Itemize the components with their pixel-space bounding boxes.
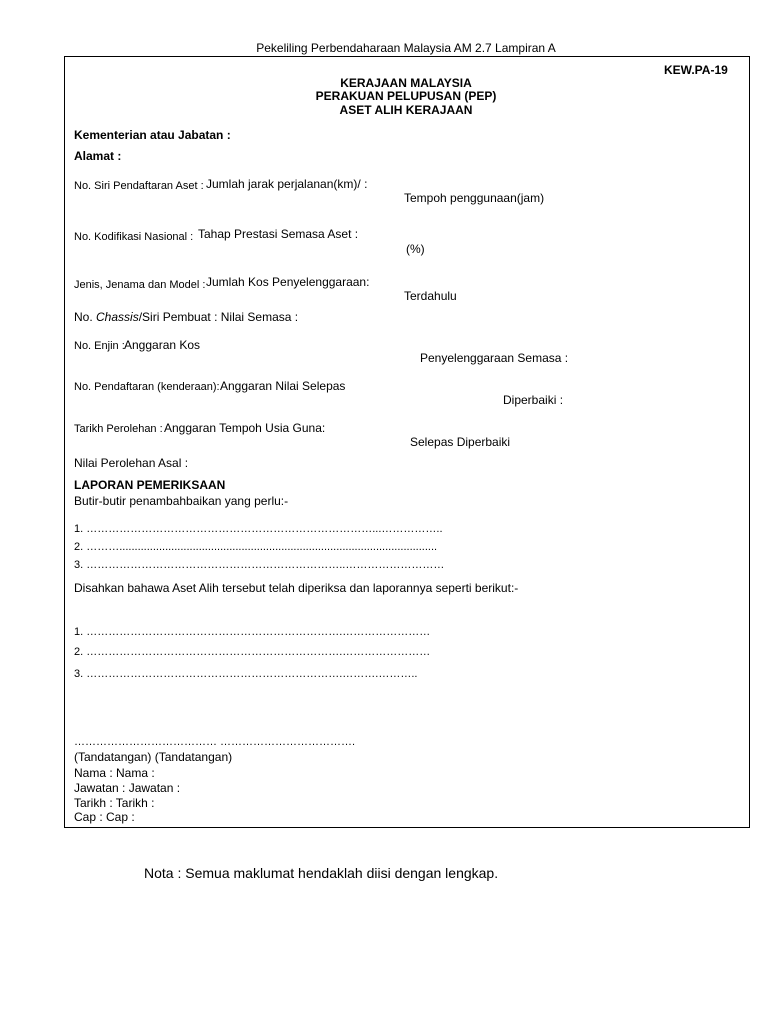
tempoh-jam-label: Tempoh penggunaan(jam) [404,191,545,205]
diperbaiki-label: Diperbaiki : [503,393,564,407]
signature-dots: ………………………………… ………………………………. [74,736,356,748]
tarikh-perolehan-label: Tarikh Perolehan : [74,423,163,435]
butir-line-3: 3. ……………………………………………………………..……………………… [74,559,445,571]
laporan-line-2: 2. …………………………………………………………….…………………… [74,646,431,658]
jawatan-label: Jawatan : Jawatan : [74,781,181,795]
laporan-line-3: 3. …………………………………………………………….……….……….. [74,668,418,680]
form-box [64,56,750,828]
selepas-diperbaiki-label: Selepas Diperbaiki [410,435,511,449]
chassis-italic: Chassis [96,310,139,324]
nilai-perolehan-label: Nilai Perolehan Asal : [74,456,189,470]
title-line-1: KERAJAAN MALAYSIA [340,76,472,90]
kodifikasi-label: No. Kodifikasi Nasional : [74,231,194,243]
terdahulu-label: Terdahulu [404,289,457,303]
butir-line-1: 1. ……………………………………………………………………...…………….. [74,523,443,535]
kementerian-label: Kementerian atau Jabatan : [74,128,231,142]
peratus-label: (%) [406,242,425,256]
penyelenggaraan-semasa-label: Penyelenggaraan Semasa : [420,351,569,365]
tandatangan-label: (Tandatangan) (Tandatangan) [74,750,233,764]
jarak-label: Jumlah jarak perjalanan(km)/ : [206,177,368,191]
tarikh-label: Tarikh : Tarikh : [74,796,155,810]
nama-label: Nama : Nama : [74,766,155,780]
form-code: KEW.PA-19 [664,63,728,77]
chassis-prefix: No. [74,310,97,324]
footer-note: Nota : Semua maklumat hendaklah diisi dengan lengkap. [144,865,499,881]
chassis-label [74,311,298,323]
anggaran-tempoh-label: Anggaran Tempoh Usia Guna: [164,421,326,435]
anggaran-kos-label: Anggaran Kos [124,338,201,352]
jenis-label: Jenis, Jenama dan Model : [74,279,206,291]
title-line-3: ASET ALIH KERAJAAN [339,103,473,117]
butir-label: Butir-butir penambahbaikan yang perlu:- [74,494,289,508]
enjin-label: No. Enjin : [74,340,125,352]
title-line-2: PERAKUAN PELUPUSAN (PEP) [315,89,497,103]
laporan-heading: LAPORAN PEMERIKSAAN [74,478,226,492]
pendaftaran-label: No. Pendaftaran (kenderaan): [74,381,220,393]
anggaran-nilai-label: Anggaran Nilai Selepas [220,379,346,393]
alamat-label: Alamat : [74,149,122,163]
chassis-suffix: /Siri Pembuat : Nilai Semasa : [138,310,299,324]
butir-line-2: 2. ………........................................................................................................ [74,541,438,553]
page-header: Pekeliling Perbendaharaan Malaysia AM 2.7 Lampiran A [256,41,556,55]
jumlah-kos-label: Jumlah Kos Penyelenggaraan: [206,275,370,289]
tahap-label: Tahap Prestasi Semasa Aset : [198,227,359,241]
no-siri-label: No. Siri Pendaftaran Aset : [74,180,204,192]
cap-label: Cap : Cap : [74,810,135,824]
laporan-line-1: 1. …………………………………………………………….…………………… [74,626,431,638]
disahkan-label: Disahkan bahawa Aset Alih tersebut telah diperiksa dan laporannya seperti berikut:- [74,581,519,595]
